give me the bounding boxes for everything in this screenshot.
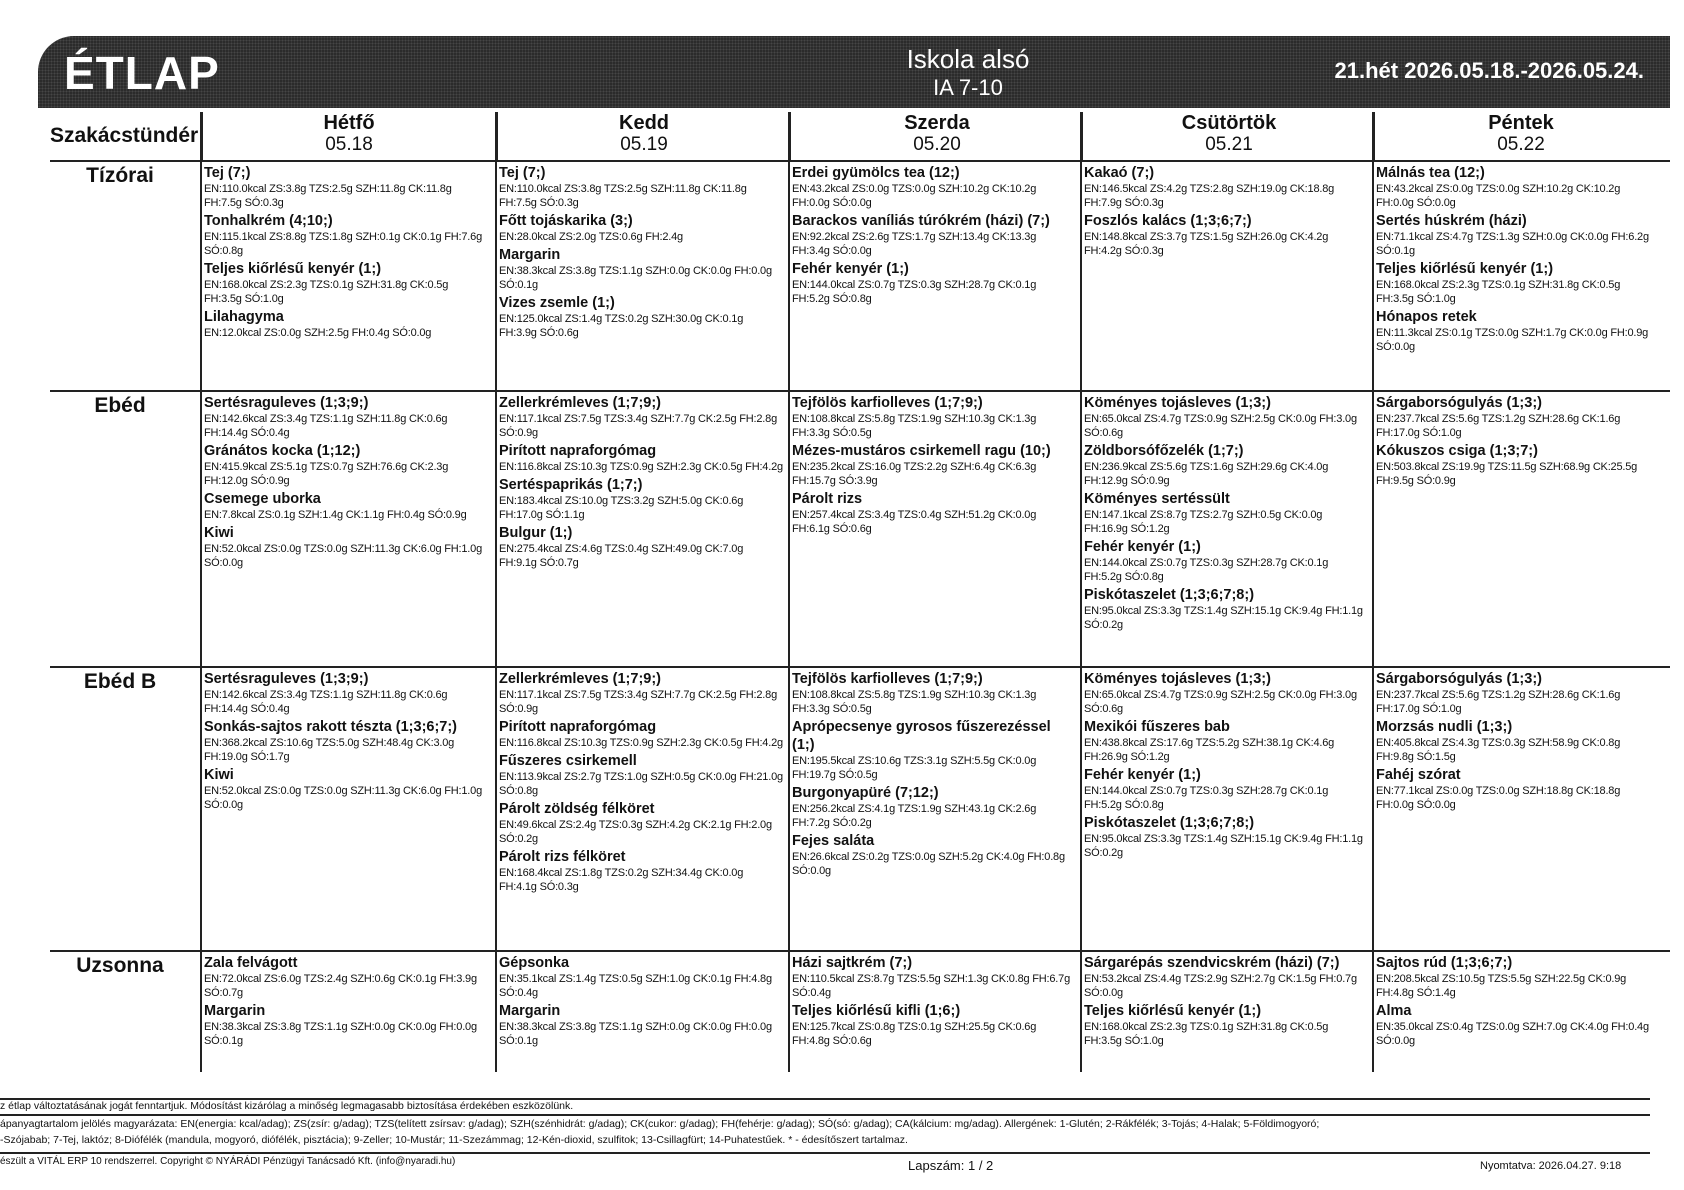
menu-cell xyxy=(204,952,488,1048)
dish-name: Párolt rizs xyxy=(792,491,863,507)
footer-line3: -Szójabab; 7-Tej, laktóz; 8-Diófélék (mandula, mogyoró, diófélék, pisztácia); 9-Zeller; 10-Mustár; 11-Szezámmag; 12-Kén-dioxid, szulfitok; 13-Csillagfürt; 14-Puhatestűek. * - édesítőszert tartalmaz. xyxy=(0,1134,908,1146)
dish-nutrition: EN:72.0kcal ZS:6.0g TZS:2.4g SZH:0.6g CK:0.1g FH:3.9g SÓ:0.7g xyxy=(204,973,477,999)
dish-name: Morzsás nudli (1;3;) xyxy=(1376,719,1513,735)
dish-nutrition: EN:256.2kcal ZS:4.1g TZS:1.9g SZH:43.1g CK:2.6g FH:7.2g SÓ:0.2g xyxy=(792,803,1037,829)
dish-name: Gépsonka xyxy=(499,955,570,971)
dish-nutrition: EN:43.2kcal ZS:0.0g TZS:0.0g SZH:10.2g CK:10.2g FH:0.0g SÓ:0.0g xyxy=(1376,183,1621,209)
dish-name: Tej (7;) xyxy=(204,165,251,181)
dish-nutrition: EN:35.1kcal ZS:1.4g TZS:0.5g SZH:1.0g CK:0.1g FH:4.8g SÓ:0.4g xyxy=(499,973,772,999)
dish-nutrition: EN:38.3kcal ZS:3.8g TZS:1.1g SZH:0.0g CK:0.0g FH:0.0g SÓ:0.1g xyxy=(499,265,772,291)
dish-nutrition: EN:110.0kcal ZS:3.8g TZS:2.5g SZH:11.8g CK:11.8g FH:7.5g SÓ:0.3g xyxy=(204,183,452,209)
footer-line2: ápanyagtartalom jelölés magyarázata: EN(energia: kcal/adag); ZS(zsír: g/adag); TZS(telített zsírsav: g/adag); SZH(szénhidrát: g/adag); CK(cukor: g/adag); FH(fehérje: g/adag); SÓ(só: g/adag); CA(kálcium: mg/adag). Allergének: 1-Glutén; 2-Rákfélék; 3-Tojás; 4-Halak; 5-Földimogyoró; xyxy=(0,1118,1320,1130)
column-divider xyxy=(788,112,790,1072)
header-banner xyxy=(38,36,1670,108)
dish-name: Alma xyxy=(1376,1003,1412,1019)
menu-cell xyxy=(204,162,488,340)
dish-name: Főtt tojáskarika (3;) xyxy=(499,213,633,229)
day-name: Kedd xyxy=(619,112,669,134)
dish-nutrition: EN:235.2kcal ZS:16.0g TZS:2.2g SZH:6.4g CK:6.3g FH:15.7g SÓ:3.9g xyxy=(792,461,1037,487)
dish-nutrition: EN:92.2kcal ZS:2.6g TZS:1.7g SZH:13.4g CK:13.3g FH:3.4g SÓ:0.0g xyxy=(792,231,1037,257)
dish-name: Köményes sertéssült xyxy=(1084,491,1230,507)
dish-nutrition: EN:503.8kcal ZS:19.9g TZS:11.5g SZH:68.9g CK:25.5g FH:9.5g SÓ:0.9g xyxy=(1376,461,1638,487)
footer-rule-mid xyxy=(0,1114,1650,1116)
menu-cell xyxy=(499,668,783,894)
dish-name: Sertéspaprikás (1;7;) xyxy=(499,477,643,493)
dish-nutrition: EN:146.5kcal ZS:4.2g TZS:2.8g SZH:19.0g CK:18.8g FH:7.9g SÓ:0.3g xyxy=(1084,183,1335,209)
dish-nutrition: EN:183.4kcal ZS:10.0g TZS:3.2g SZH:5.0g CK:0.6g FH:17.0g SÓ:1.1g xyxy=(499,495,744,521)
day-date: 05.18 xyxy=(325,134,373,155)
dish-nutrition: EN:368.2kcal ZS:10.6g TZS:5.0g SZH:48.4g CK:3.0g FH:19.0g SÓ:1.7g xyxy=(204,737,455,763)
dish-nutrition: EN:117.1kcal ZS:7.5g TZS:3.4g SZH:7.7g CK:2.5g FH:2.8g SÓ:0.9g xyxy=(499,413,777,439)
day-name: Szerda xyxy=(904,112,970,134)
dish-name: Mexikói fűszeres bab xyxy=(1084,719,1230,735)
dish-name: Margarin xyxy=(204,1003,266,1019)
menu-cell xyxy=(1084,952,1368,1048)
day-header xyxy=(790,112,1083,160)
dish-name: Teljes kiőrlésű kenyér (1;) xyxy=(1376,261,1554,277)
day-date: 05.20 xyxy=(913,134,961,155)
dish-nutrition: EN:38.3kcal ZS:3.8g TZS:1.1g SZH:0.0g CK:0.0g FH:0.0g SÓ:0.1g xyxy=(499,1021,772,1047)
dish-name: Vizes zsemle (1;) xyxy=(499,295,615,311)
menu-cell xyxy=(792,952,1076,1048)
dish-name: Fűszeres csirkemell xyxy=(499,753,637,769)
dish-nutrition: EN:52.0kcal ZS:0.0g TZS:0.0g SZH:11.3g CK:6.0g FH:1.0g SÓ:0.0g xyxy=(204,785,482,811)
dish-name: Margarin xyxy=(499,1003,561,1019)
dish-name: Tejfölös karfiolleves (1;7;9;) xyxy=(792,395,983,411)
column-divider xyxy=(200,112,202,1072)
dish-name: Erdei gyümölcs tea (12;) xyxy=(792,165,960,181)
dish-nutrition: EN:7.8kcal ZS:0.1g SZH:1.4g CK:1.1g FH:0.4g SÓ:0.9g xyxy=(204,509,467,521)
menu-cell xyxy=(1084,392,1368,632)
dish-nutrition: EN:110.0kcal ZS:3.8g TZS:2.5g SZH:11.8g CK:11.8g FH:7.5g SÓ:0.3g xyxy=(499,183,747,209)
dish-nutrition: EN:113.9kcal ZS:2.7g TZS:1.0g SZH:0.5g CK:0.0g FH:21.0g SÓ:0.8g xyxy=(499,771,783,797)
dish-nutrition: EN:125.0kcal ZS:1.4g TZS:0.2g SZH:30.0g CK:0.1g FH:3.9g SÓ:0.6g xyxy=(499,313,744,339)
dish-name: Hónapos retek xyxy=(1376,309,1477,325)
day-date: 05.21 xyxy=(1205,134,1253,155)
menu-cell xyxy=(1376,952,1660,1048)
dish-nutrition: EN:142.6kcal ZS:3.4g TZS:1.1g SZH:11.8g CK:0.6g FH:14.4g SÓ:0.4g xyxy=(204,689,448,715)
dish-name: Kiwi xyxy=(204,767,234,783)
dish-nutrition: EN:195.5kcal ZS:10.6g TZS:3.1g SZH:5.5g CK:0.0g FH:19.7g SÓ:0.5g xyxy=(792,755,1037,781)
dish-name: Pirított napraforgómag xyxy=(499,719,657,735)
dish-nutrition: EN:208.5kcal ZS:10.5g TZS:5.5g SZH:22.5g CK:0.9g FH:4.8g SÓ:1.4g xyxy=(1376,973,1627,999)
week-range: 21.hét 2026.05.18.-2026.05.24. xyxy=(1334,58,1644,83)
dish-name: Zöldborsófőzelék (1;7;) xyxy=(1084,443,1244,459)
dish-nutrition: EN:65.0kcal ZS:4.7g TZS:0.9g SZH:2.5g CK:0.0g FH:3.0g SÓ:0.6g xyxy=(1084,413,1357,439)
day-name: Hétfő xyxy=(323,112,375,134)
dish-nutrition: EN:168.0kcal ZS:2.3g TZS:0.1g SZH:31.8g CK:0.5g FH:3.5g SÓ:1.0g xyxy=(1084,1021,1329,1047)
dish-name: Csemege uborka xyxy=(204,491,321,507)
menu-cell xyxy=(499,952,783,1048)
dish-name: Köményes tojásleves (1;3;) xyxy=(1084,671,1271,687)
meal-label: Uzsonna xyxy=(76,954,164,977)
footer-printed: Nyomtatva: 2026.04.27. 9:18 xyxy=(1480,1160,1622,1172)
dish-nutrition: EN:257.4kcal ZS:3.4g TZS:0.4g SZH:51.2g CK:0.0g FH:6.1g SÓ:0.6g xyxy=(792,509,1037,535)
dish-nutrition: EN:116.8kcal ZS:10.3g TZS:0.9g SZH:2.3g CK:0.5g FH:4.2g xyxy=(499,737,783,749)
dish-nutrition: EN:95.0kcal ZS:3.3g TZS:1.4g SZH:15.1g CK:9.4g FH:1.1g SÓ:0.2g xyxy=(1084,605,1363,631)
school-name xyxy=(868,44,1068,101)
dish-name: Kakaó (7;) xyxy=(1084,165,1155,181)
dish-name: Sonkás-sajtos rakott tészta (1;3;6;7;) xyxy=(204,719,458,735)
dish-nutrition: EN:405.8kcal ZS:4.3g TZS:0.3g SZH:58.9g CK:0.8g FH:9.8g SÓ:1.5g xyxy=(1376,737,1621,763)
dish-name: Sertésraguleves (1;3;9;) xyxy=(204,671,369,687)
page-title: ÉTLAP xyxy=(64,47,220,99)
dish-name: Bulgur (1;) xyxy=(499,525,573,541)
dish-name: Mézes-mustáros csirkemell ragu (10;) xyxy=(792,443,1051,459)
dish-nutrition: EN:237.7kcal ZS:5.6g TZS:1.2g SZH:28.6g CK:1.6g FH:17.0g SÓ:1.0g xyxy=(1376,413,1621,439)
school-line2: IA 7-10 xyxy=(933,75,1003,100)
dish-name: Pirított napraforgómag xyxy=(499,443,657,459)
dish-nutrition: EN:116.8kcal ZS:10.3g TZS:0.9g SZH:2.3g CK:0.5g FH:4.2g xyxy=(499,461,783,473)
dish-name: Zellerkrémleves (1;7;9;) xyxy=(499,671,661,687)
menu-cell xyxy=(1376,668,1660,812)
dish-name: Fahéj szórat xyxy=(1376,767,1461,783)
dish-name: Kókuszos csiga (1;3;7;) xyxy=(1376,443,1538,459)
menu-cell xyxy=(204,668,488,812)
dish-nutrition: EN:71.1kcal ZS:4.7g TZS:1.3g SZH:0.0g CK:0.0g FH:6.2g SÓ:0.1g xyxy=(1376,231,1649,257)
dish-nutrition: EN:52.0kcal ZS:0.0g TZS:0.0g SZH:11.3g CK:6.0g FH:1.0g SÓ:0.0g xyxy=(204,543,482,569)
dish-name: Lilahagyma xyxy=(204,309,284,325)
dish-name: Gránátos kocka (1;12;) xyxy=(204,443,361,459)
dish-name: Párolt zöldség félköret xyxy=(499,801,655,817)
day-header xyxy=(497,112,790,160)
dish-nutrition: EN:144.0kcal ZS:0.7g TZS:0.3g SZH:28.7g CK:0.1g FH:5.2g SÓ:0.8g xyxy=(792,279,1037,305)
day-header xyxy=(1374,112,1667,160)
dish-name: Sertés húskrém (házi) xyxy=(1376,213,1527,229)
dish-name: Zala felvágott xyxy=(204,955,298,971)
menu-cell xyxy=(792,162,1076,306)
dish-name: Burgonyapüré (7;12;) xyxy=(792,785,939,801)
dish-nutrition: EN:117.1kcal ZS:7.5g TZS:3.4g SZH:7.7g CK:2.5g FH:2.8g SÓ:0.9g xyxy=(499,689,777,715)
dish-nutrition: EN:108.8kcal ZS:5.8g TZS:1.9g SZH:10.3g CK:1.3g FH:3.3g SÓ:0.5g xyxy=(792,413,1037,439)
dish-name: Teljes kiőrlésű kifli (1;6;) xyxy=(792,1003,961,1019)
footer-generated: észült a VITÁL ERP 10 rendszerrel. Copyright © NYÁRÁDI Pénzügyi Tanácsadó Kft. (info@nyaradi.hu) xyxy=(0,1156,456,1167)
column-divider xyxy=(495,112,497,1072)
dish-name: Zellerkrémleves (1;7;9;) xyxy=(499,395,661,411)
day-name: Csütörtök xyxy=(1181,112,1277,134)
meal-label: Ebéd xyxy=(94,394,146,417)
dish-name: Sajtos rúd (1;3;6;7;) xyxy=(1376,955,1513,971)
dish-name: Köményes tojásleves (1;3;) xyxy=(1084,395,1271,411)
day-date: 05.22 xyxy=(1497,134,1545,155)
meal-label: Ebéd B xyxy=(83,670,157,693)
school-line1: Iskola alsó xyxy=(906,44,1030,74)
dish-nutrition: EN:38.3kcal ZS:3.8g TZS:1.1g SZH:0.0g CK:0.0g FH:0.0g SÓ:0.1g xyxy=(204,1021,477,1047)
dish-nutrition: EN:115.1kcal ZS:8.8g TZS:1.8g SZH:0.1g CK:0.1g FH:7.6g SÓ:0.8g xyxy=(204,231,482,257)
dish-name: Párolt rizs félköret xyxy=(499,849,626,865)
menu-cell xyxy=(1084,162,1368,258)
dish-nutrition: EN:108.8kcal ZS:5.8g TZS:1.9g SZH:10.3g CK:1.3g FH:3.3g SÓ:0.5g xyxy=(792,689,1037,715)
dish-name: Málnás tea (12;) xyxy=(1376,165,1485,181)
dish-nutrition: EN:35.0kcal ZS:0.4g TZS:0.0g SZH:7.0g CK:4.0g FH:0.4g SÓ:0.0g xyxy=(1376,1021,1649,1047)
dish-nutrition: EN:12.0kcal ZS:0.0g SZH:2.5g FH:0.4g SÓ:0.0g xyxy=(204,327,432,339)
menu-cell xyxy=(1376,392,1660,488)
dish-nutrition: EN:65.0kcal ZS:4.7g TZS:0.9g SZH:2.5g CK:0.0g FH:3.0g SÓ:0.6g xyxy=(1084,689,1357,715)
dish-nutrition: EN:77.1kcal ZS:0.0g TZS:0.0g SZH:18.8g CK:18.8g FH:0.0g SÓ:0.0g xyxy=(1376,785,1621,811)
dish-name: Sárgarépás szendvicskrém (házi) (7;) xyxy=(1084,955,1340,971)
dish-nutrition: EN:144.0kcal ZS:0.7g TZS:0.3g SZH:28.7g CK:0.1g FH:5.2g SÓ:0.8g xyxy=(1084,785,1329,811)
dish-nutrition: EN:95.0kcal ZS:3.3g TZS:1.4g SZH:15.1g CK:9.4g FH:1.1g SÓ:0.2g xyxy=(1084,833,1363,859)
dish-name: Tej (7;) xyxy=(499,165,546,181)
meal-label: Tízórai xyxy=(86,164,154,187)
dish-nutrition: EN:110.5kcal ZS:8.7g TZS:5.5g SZH:1.3g CK:0.8g FH:6.7g SÓ:0.4g xyxy=(792,973,1070,999)
column-divider xyxy=(1080,112,1082,1072)
dish-nutrition: EN:147.1kcal ZS:8.7g TZS:2.7g SZH:0.5g CK:0.0g FH:16.9g SÓ:1.2g xyxy=(1084,509,1323,535)
dish-name: Teljes kiőrlésű kenyér (1;) xyxy=(204,261,382,277)
dish-name: Foszlós kalács (1;3;6;7;) xyxy=(1084,213,1252,229)
dish-name: Fejes saláta xyxy=(792,833,875,849)
dish-nutrition: EN:28.0kcal ZS:2.0g TZS:0.6g FH:2.4g xyxy=(499,231,683,243)
dish-nutrition: EN:125.7kcal ZS:0.8g TZS:0.1g SZH:25.5g CK:0.6g FH:4.8g SÓ:0.6g xyxy=(792,1021,1037,1047)
dish-nutrition: EN:168.0kcal ZS:2.3g TZS:0.1g SZH:31.8g CK:0.5g FH:3.5g SÓ:1.0g xyxy=(204,279,449,305)
dish-name: Tejfölös karfiolleves (1;7;9;) xyxy=(792,671,983,687)
dish-name: Házi sajtkrém (7;) xyxy=(792,955,913,971)
dish-nutrition: EN:144.0kcal ZS:0.7g TZS:0.3g SZH:28.7g CK:0.1g FH:5.2g SÓ:0.8g xyxy=(1084,557,1329,583)
dish-name: Sárgaborsógulyás (1;3;) xyxy=(1376,671,1542,687)
dish-name: Piskótaszelet (1;3;6;7;8;) xyxy=(1084,587,1255,603)
menu-cell xyxy=(1376,162,1660,354)
dish-nutrition: EN:275.4kcal ZS:4.6g TZS:0.4g SZH:49.0g CK:7.0g FH:9.1g SÓ:0.7g xyxy=(499,543,744,569)
menu-cell xyxy=(792,392,1076,536)
dish-nutrition: EN:142.6kcal ZS:3.4g TZS:1.1g SZH:11.8g CK:0.6g FH:14.4g SÓ:0.4g xyxy=(204,413,448,439)
menu-cell xyxy=(1084,668,1368,860)
menu-cell xyxy=(204,392,488,570)
footer-rule-bottom xyxy=(0,1152,1650,1154)
dish-nutrition: EN:148.8kcal ZS:3.7g TZS:1.5g SZH:26.0g CK:4.2g FH:4.2g SÓ:0.3g xyxy=(1084,231,1329,257)
dish-name: Margarin xyxy=(499,247,561,263)
dish-nutrition: EN:168.4kcal ZS:1.8g TZS:0.2g SZH:34.4g CK:0.0g FH:4.1g SÓ:0.3g xyxy=(499,867,744,893)
day-name: Péntek xyxy=(1488,112,1554,134)
dish-nutrition: EN:11.3kcal ZS:0.1g TZS:0.0g SZH:1.7g CK:0.0g FH:0.9g SÓ:0.0g xyxy=(1376,327,1649,353)
dish-name: Kiwi xyxy=(204,525,234,541)
dish-name: Teljes kiőrlésű kenyér (1;) xyxy=(1084,1003,1262,1019)
column-divider xyxy=(1372,112,1374,1072)
dish-name: Fehér kenyér (1;) xyxy=(792,261,909,277)
dish-nutrition: EN:168.0kcal ZS:2.3g TZS:0.1g SZH:31.8g CK:0.5g FH:3.5g SÓ:1.0g xyxy=(1376,279,1621,305)
day-header xyxy=(1082,112,1375,160)
dish-nutrition: EN:26.6kcal ZS:0.2g TZS:0.0g SZH:5.2g CK:4.0g FH:0.8g SÓ:0.0g xyxy=(792,851,1065,877)
dish-name: Tonhalkrém (4;10;) xyxy=(204,213,333,229)
dish-name: Piskótaszelet (1;3;6;7;8;) xyxy=(1084,815,1255,831)
dish-nutrition: EN:438.8kcal ZS:17.6g TZS:5.2g SZH:38.1g CK:4.6g FH:26.9g SÓ:1.2g xyxy=(1084,737,1335,763)
dish-name: Fehér kenyér (1;) xyxy=(1084,539,1201,555)
menu-cell xyxy=(792,668,1076,878)
dish-name: Barackos vaníliás túrókrém (házi) (7;) xyxy=(792,213,1050,229)
dish-nutrition: EN:49.6kcal ZS:2.4g TZS:0.3g SZH:4.2g CK:2.1g FH:2.0g SÓ:0.2g xyxy=(499,819,772,845)
footer-line1: z étlap változtatásának jogát fenntartjuk. Módosítást kizárólag a minőség legmagasabb biztosítása érdekében eszközölünk. xyxy=(0,1100,574,1112)
dish-nutrition: EN:415.9kcal ZS:5.1g TZS:0.7g SZH:76.6g CK:2.3g FH:12.0g SÓ:0.9g xyxy=(204,461,449,487)
menu-cell xyxy=(499,392,783,570)
dish-name: Sertésraguleves (1;3;9;) xyxy=(204,395,369,411)
dish-nutrition: EN:53.2kcal ZS:4.4g TZS:2.9g SZH:2.7g CK:1.5g FH:0.7g SÓ:0.0g xyxy=(1084,973,1357,999)
day-date: 05.19 xyxy=(620,134,668,155)
dish-name: Sárgaborsógulyás (1;3;) xyxy=(1376,395,1542,411)
dish-nutrition: EN:43.2kcal ZS:0.0g TZS:0.0g SZH:10.2g CK:10.2g FH:0.0g SÓ:0.0g xyxy=(792,183,1037,209)
dish-name: Fehér kenyér (1;) xyxy=(1084,767,1201,783)
day-header xyxy=(202,112,495,160)
footer-page: Lapszám: 1 / 2 xyxy=(908,1158,994,1173)
dish-nutrition: EN:236.9kcal ZS:5.6g TZS:1.6g SZH:29.6g CK:4.0g FH:12.9g SÓ:0.9g xyxy=(1084,461,1329,487)
dish-name: Aprópecsenye gyrosos fűszerezéssel (1;) xyxy=(792,719,1051,753)
menu-cell xyxy=(499,162,783,340)
dish-nutrition: EN:237.7kcal ZS:5.6g TZS:1.2g SZH:28.6g CK:1.6g FH:17.0g SÓ:1.0g xyxy=(1376,689,1621,715)
corner-label: Szakácstündér xyxy=(50,124,199,147)
